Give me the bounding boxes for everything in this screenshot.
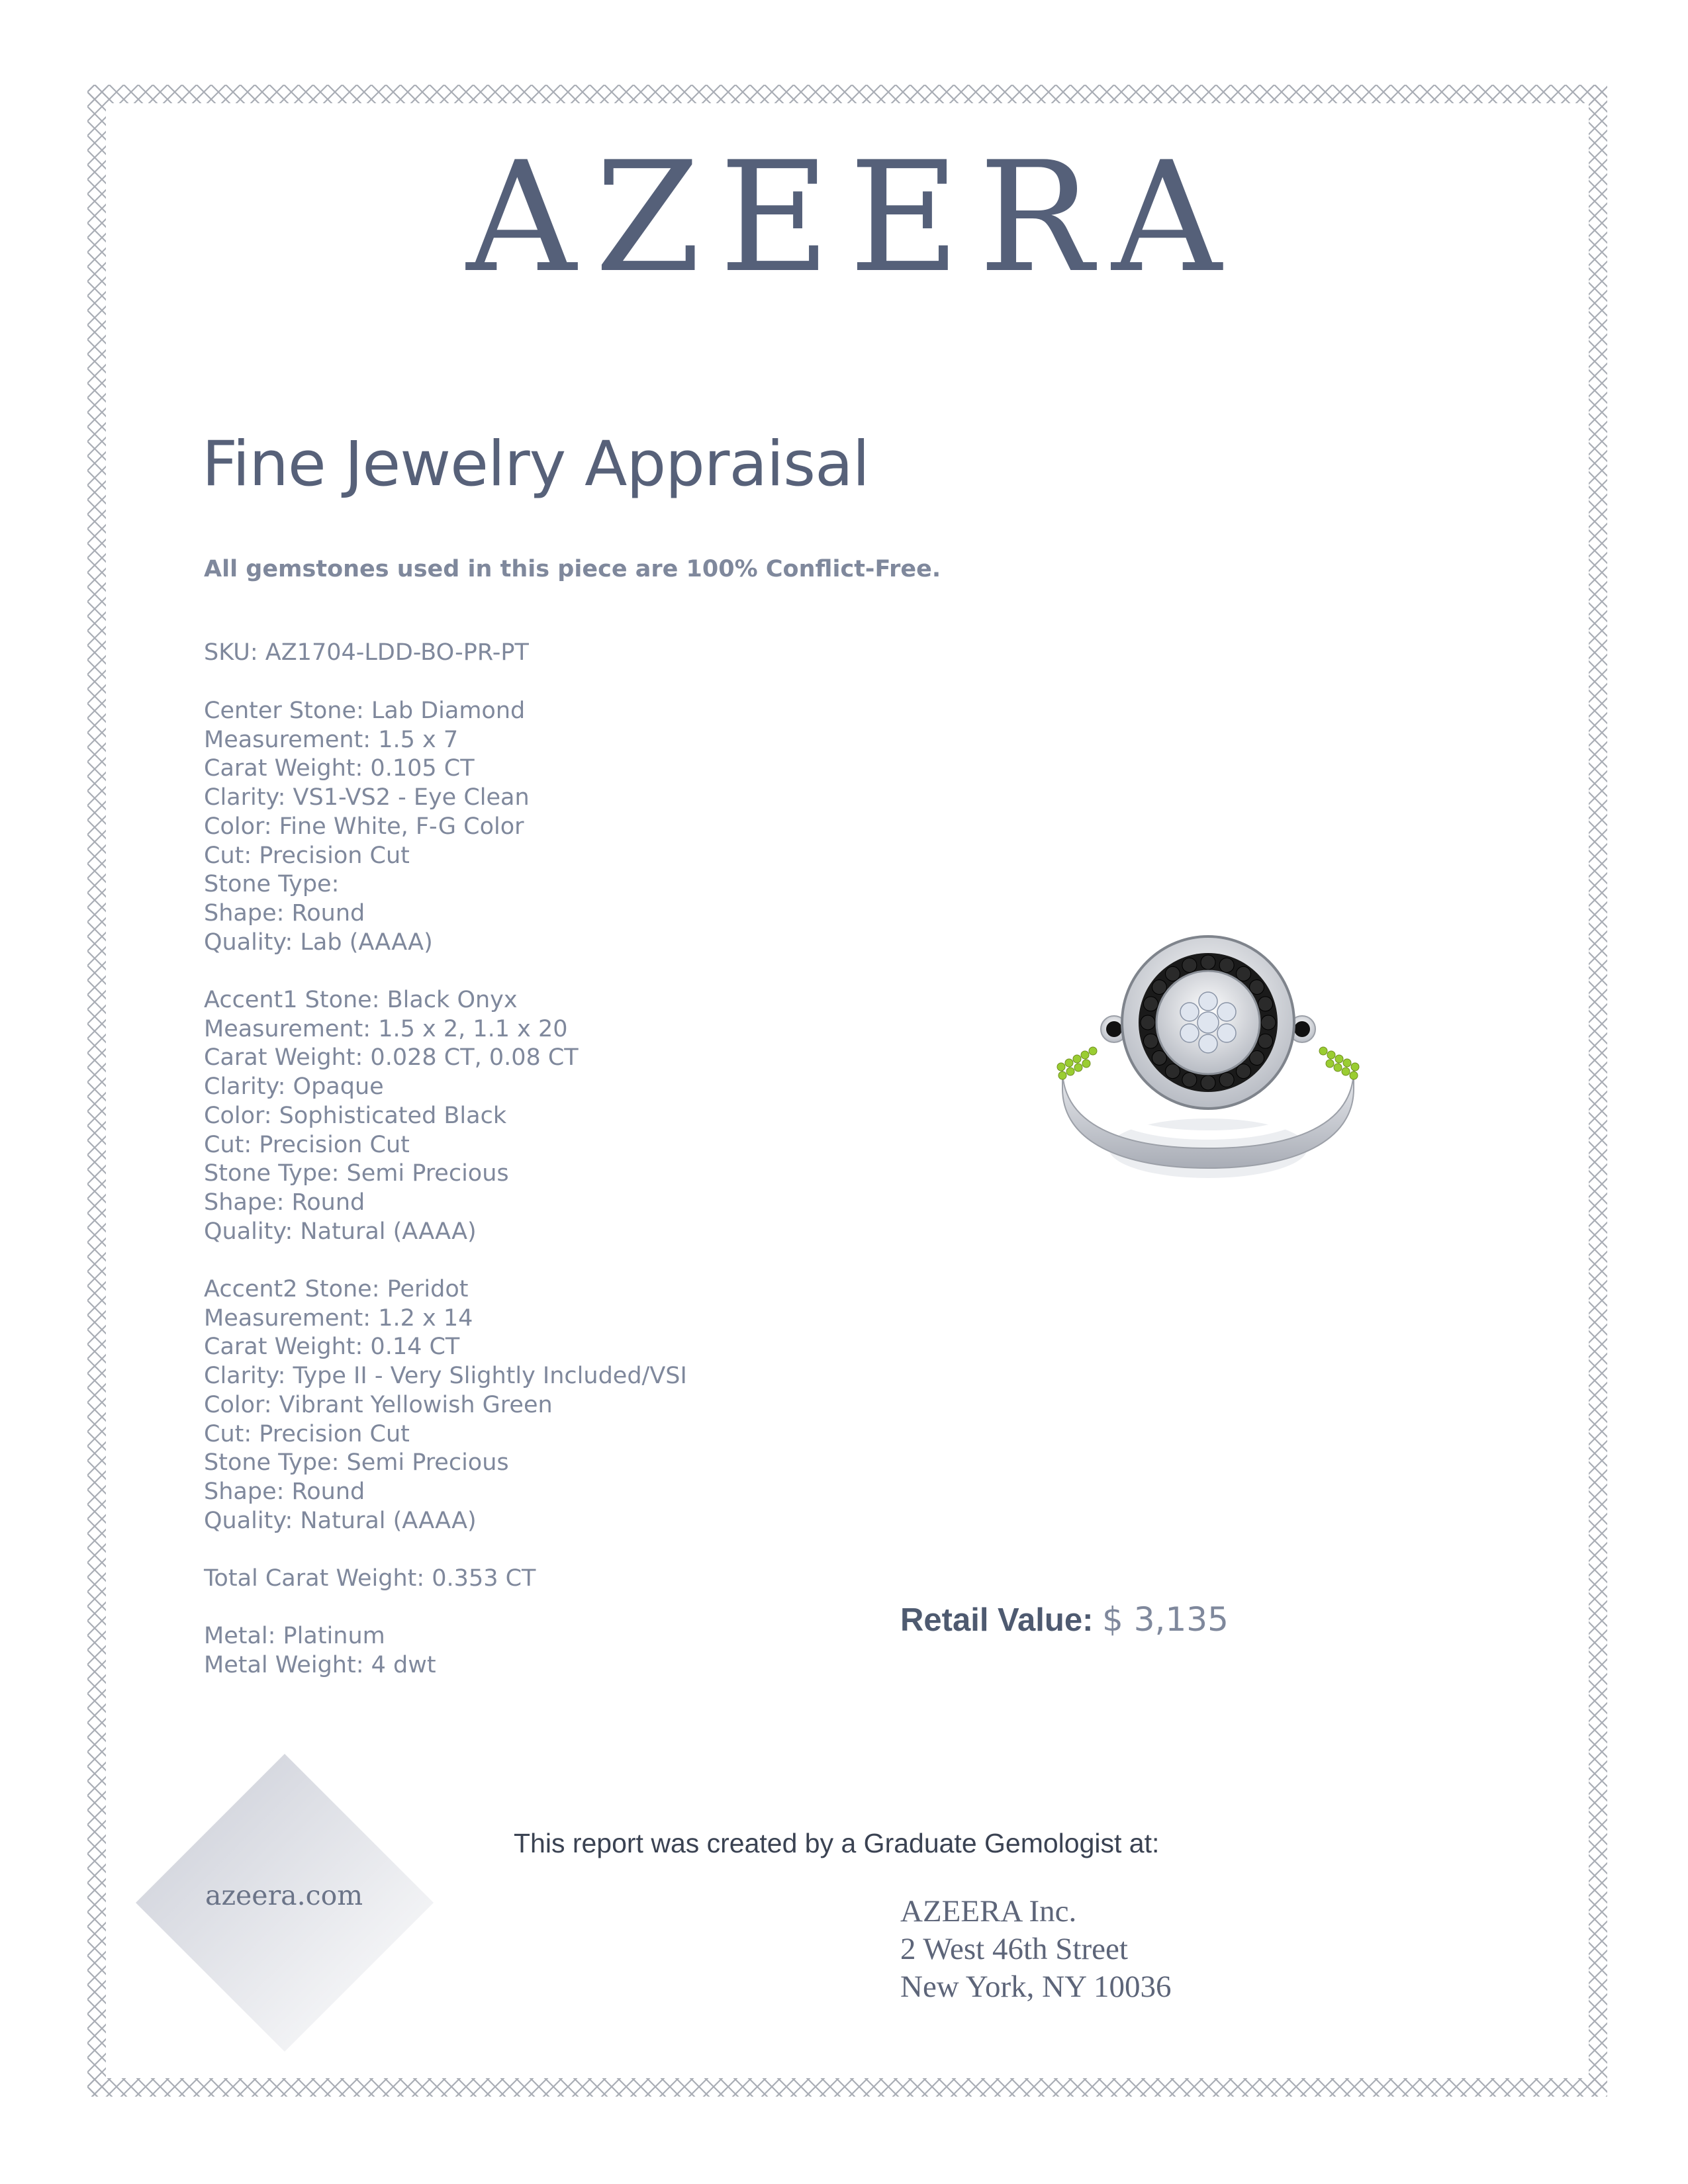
specs-list	[204, 697, 687, 1709]
retail-value-label: Retail Value:	[900, 1602, 1094, 1638]
total-carat-group	[204, 1565, 687, 1594]
accent2-stone-group	[204, 1275, 687, 1535]
spec-line: Color: Vibrant Yellowish Green	[204, 1391, 553, 1418]
address-line: AZEERA Inc.	[900, 1894, 1077, 1929]
sku-line: SKU: AZ1704-LDD-BO-PR-PT	[204, 639, 529, 666]
spec-line: Color: Sophisticated Black	[204, 1102, 507, 1129]
retail-value-amount: $ 3,135	[1102, 1600, 1229, 1639]
onyx-stone	[1201, 955, 1215, 970]
spec-line: Metal: Platinum	[204, 1623, 385, 1650]
spec-line: Shape: Round	[204, 899, 365, 927]
onyx-stone	[1143, 1034, 1158, 1048]
spec-line: Accent2 Stone: Peridot	[204, 1276, 469, 1303]
onyx-stone	[1258, 997, 1273, 1011]
spec-line: Metal Weight: 4 dwt	[204, 1652, 436, 1679]
spec-line: Cut: Precision Cut	[204, 842, 410, 869]
retail-value	[900, 1600, 1229, 1639]
onyx-stone	[1201, 1075, 1215, 1090]
onyx-stone	[1166, 1064, 1180, 1079]
spec-line: Measurement: 1.5 x 2, 1.1 x 20	[204, 1015, 568, 1042]
onyx-stone	[1219, 1073, 1234, 1087]
spec-line: Stone Type: Semi Precious	[204, 1160, 509, 1187]
report-note: This report was created by a Graduate Gemologist at:	[514, 1828, 1160, 1858]
onyx-stone	[1143, 997, 1158, 1011]
address-line: New York, NY 10036	[900, 1970, 1172, 2004]
ring-image	[1043, 927, 1374, 1198]
onyx-stone	[1250, 1050, 1264, 1065]
onyx-stone	[1152, 1050, 1166, 1065]
address-block	[900, 1893, 1172, 2006]
spec-line: Measurement: 1.2 x 14	[204, 1304, 473, 1332]
spec-line: Carat Weight: 0.028 CT, 0.08 CT	[204, 1044, 579, 1071]
onyx-stone	[1182, 1073, 1197, 1087]
onyx-stone	[1152, 980, 1166, 995]
onyx-stone	[1250, 980, 1264, 995]
spec-line: Center Stone: Lab Diamond	[204, 698, 526, 724]
spec-line: Color: Fine White, F-G Color	[204, 813, 524, 840]
spec-line: Stone Type: Semi Precious	[204, 1449, 509, 1477]
spec-line: Measurement: 1.5 x 7	[204, 726, 459, 753]
onyx-stone	[1182, 958, 1197, 972]
spec-line: Quality: Lab (AAAA)	[204, 929, 433, 956]
website-label: azeera.com	[205, 1880, 363, 1911]
spec-line: Quality: Natural (AAAA)	[204, 1218, 477, 1245]
spec-line: Carat Weight: 0.14 CT	[204, 1334, 460, 1361]
spec-line: Total Carat Weight: 0.353 CT	[204, 1565, 536, 1592]
onyx-stone	[1236, 966, 1250, 981]
accent1-stone-group	[204, 986, 687, 1246]
spec-line: Quality: Natural (AAAA)	[204, 1507, 477, 1534]
center-stone-group	[204, 697, 687, 957]
spec-line: Clarity: Type II - Very Slightly Included/VSI	[204, 1363, 687, 1390]
spec-line: Shape: Round	[204, 1478, 365, 1505]
onyx-stone	[1261, 1015, 1276, 1030]
spec-line: Cut: Precision Cut	[204, 1131, 410, 1158]
metal-group	[204, 1622, 687, 1680]
page-title: Fine Jewelry Appraisal	[202, 428, 869, 500]
spec-line: Clarity: VS1-VS2 - Eye Clean	[204, 784, 530, 811]
onyx-stone	[1219, 958, 1234, 972]
spec-line: Accent1 Stone: Black Onyx	[204, 987, 518, 1014]
onyx-stone	[1258, 1034, 1273, 1048]
spec-line: Shape: Round	[204, 1189, 365, 1216]
spec-line: Carat Weight: 0.105 CT	[204, 755, 475, 782]
onyx-stone	[1166, 966, 1180, 981]
address-line: 2 West 46th Street	[900, 1932, 1128, 1966]
onyx-stone	[1236, 1064, 1250, 1079]
spec-line: Clarity: Opaque	[204, 1073, 384, 1101]
brand-logo: AZEERA	[466, 130, 1241, 306]
spec-line: Stone Type:	[204, 871, 340, 898]
conflict-free-note: All gemstones used in this piece are 100% Conflict-Free.	[204, 556, 941, 582]
onyx-stone	[1141, 1015, 1155, 1030]
spec-line: Cut: Precision Cut	[204, 1420, 410, 1447]
